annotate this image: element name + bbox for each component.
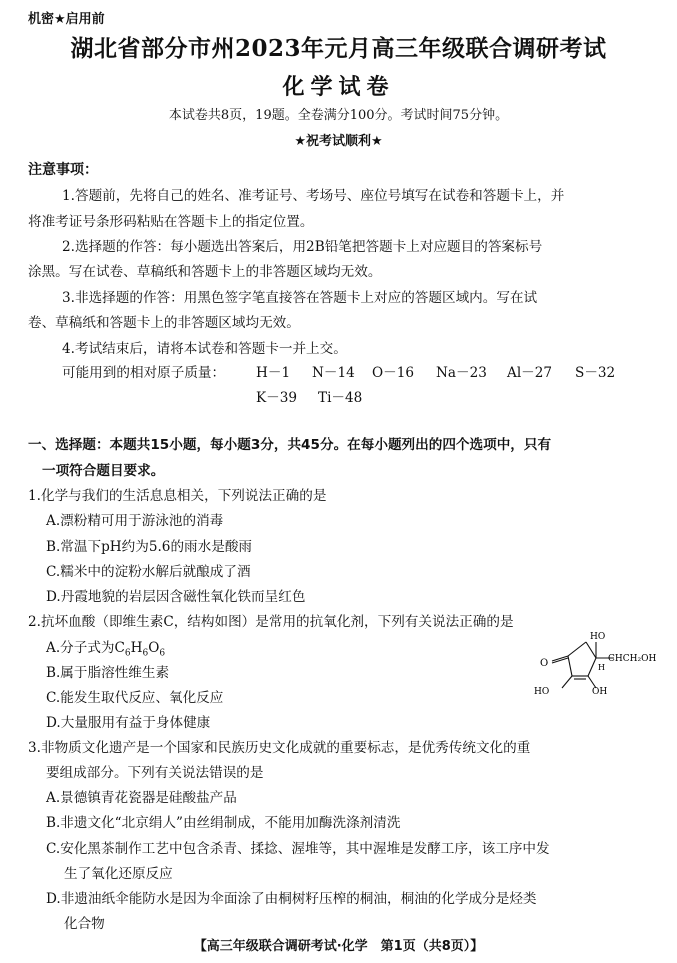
notice-line: 1.答题前，先将自己的姓名、准考证号、考场号、座位号填写在试卷和答题卡上，并 [62,188,565,204]
subscript: 6 [159,648,166,659]
notice-line: 将准考证号条形码粘贴在答题卡上的指定位置。 [28,214,314,230]
question-1-option-c: C.糯米中的淀粉水解后就酿成了酒 [46,564,251,580]
question-1-stem: 1.化学与我们的生活息息相关，下列说法正确的是 [28,488,327,504]
question-3-option-a: A.景德镇青花瓷器是硅酸盐产品 [46,790,237,806]
atomic-mass: Al－27 [507,365,553,381]
subscript: 6 [124,648,131,659]
question-1-option-d: D.丹霞地貌的岩层因含磁性氧化铁而呈红色 [46,589,306,605]
question-2-option-a [46,636,165,659]
hydroxyl-right-label: OH [592,687,608,696]
question-3-stem: 要组成部分。下列有关说法错误的是 [46,765,264,781]
question-3-option-c: C.安化黑茶制作工艺中包含杀青、揉捻、渥堆等，其中渥堆是发酵工序，该工序中发 [46,841,550,857]
question-3-option-c: 生了氧化还原反应 [64,866,173,882]
question-1-option-a: A.漂粉精可用于游泳池的消毒 [46,513,224,529]
exam-info: 本试卷共8页，19题。全卷满分100分。考试时间75分钟。 [168,108,509,123]
question-3-option-d: 化合物 [64,916,105,932]
ascorbic-acid-structure [528,628,668,696]
question-2-option-d: D.大量服用有益于身体健康 [46,715,211,731]
carbonyl-oxygen-label: O [540,658,549,669]
atomic-mass: K－39 [256,390,298,406]
atomic-mass: Ti－48 [318,390,363,406]
section-heading: 一项符合题目要求。 [42,463,165,479]
option-a-text: A.分子式为C [46,640,125,656]
question-3-stem: 3.非物质文化遗产是一个国家和民族历史文化成就的重要标志，是优秀传统文化的重 [28,740,531,756]
exam-subject: 化学试卷 [282,74,395,100]
atomic-mass: H－1 [256,365,291,381]
question-3-option-b: B.非遗文化“北京绢人”由丝绢制成，不能用加酶洗涤剂清洗 [46,815,401,831]
question-3-option-d: D.非遗油纸伞能防水是因为伞面涂了由桐树籽压榨的桐油，桐油的化学成分是烃类 [46,891,537,907]
exam-title: 湖北省部分市州2023年元月高三年级联合调研考试 [70,35,607,62]
atomic-mass: O－16 [372,365,415,381]
atomic-mass-label: 可能用到的相对原子质量： [62,365,226,381]
question-1-option-b: B.常温下pH约为5.6的雨水是酸雨 [46,539,253,555]
side-chain-label: CHCH₂OH [608,654,657,664]
notice-line: 4.考试结束后，请将本试卷和答题卡一并上交。 [62,341,347,357]
notice-line: 2.选择题的作答：每小题选出答案后，用2B铅笔把答题卡上对应题目的答案标号 [62,239,543,255]
element-symbol: H [130,640,143,656]
good-luck-line: ★祝考试顺利★ [294,134,383,149]
atomic-mass: S－32 [575,365,616,381]
hydroxyl-left-label: HO [534,687,550,696]
question-2-option-b: B.属于脂溶性维生素 [46,665,170,681]
confidential-mark: 机密★启用前 [28,12,105,27]
atomic-mass: Na－23 [436,365,487,381]
question-2-stem: 2.抗坏血酸（即维生素C，结构如图）是常用的抗氧化剂，下列有关说法正确的是 [28,614,514,630]
hydrogen-label: H [598,663,605,672]
section-heading: 一、选择题：本题共15小题，每小题3分，共45分。在每小题列出的四个选项中，只有 [28,437,552,453]
page-footer: 【高三年级联合调研考试·化学 第1页（共8页）】 [193,939,484,954]
notice-heading: 注意事项： [28,162,98,178]
element-symbol: O [148,640,160,656]
notice-line: 卷、草稿纸和答题卡上的非答题区域均无效。 [28,315,300,331]
hydroxyl-top-label: HO [590,632,606,642]
notice-line: 涂黑。写在试卷、草稿纸和答题卡上的非答题区域均无效。 [28,264,382,280]
notice-line: 3.非选择题的作答：用黑色签字笔直接答在答题卡上对应的答题区域内。写在试 [62,290,538,306]
question-2-option-c: C.能发生取代反应、氧化反应 [46,690,224,706]
subscript: 6 [142,648,149,659]
atomic-mass: N－14 [312,365,355,381]
